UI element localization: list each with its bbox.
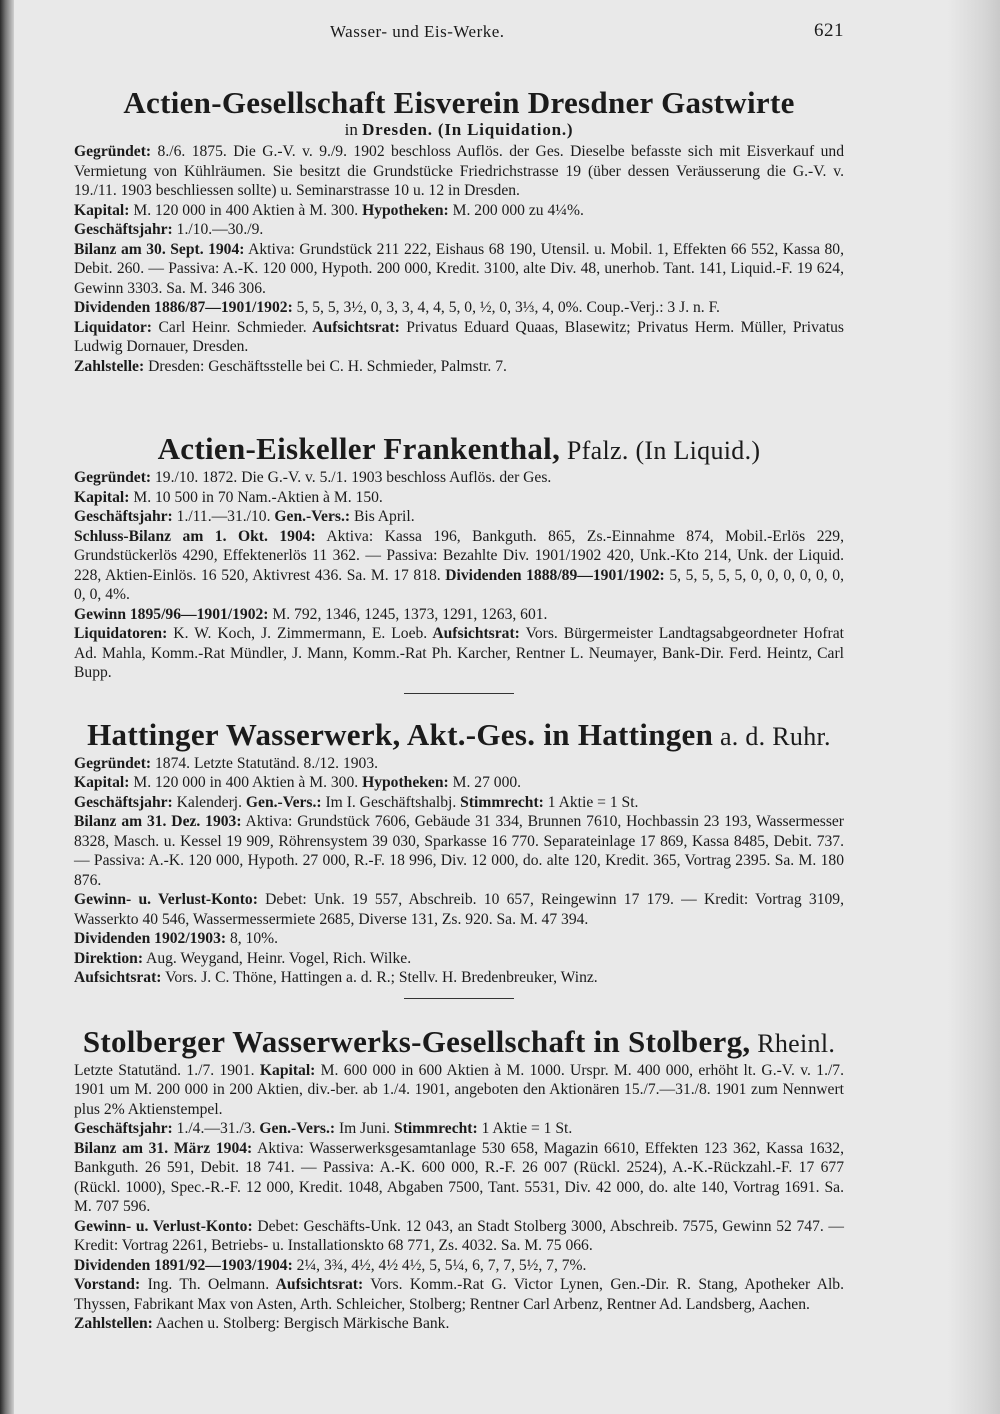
field-label: Zahlstelle: bbox=[74, 357, 145, 375]
entry-paragraph bbox=[74, 220, 844, 240]
company-entry bbox=[74, 1025, 844, 1334]
field-label: Geschäftsjahr: bbox=[74, 221, 173, 238]
field-label: Geschäftsjahr: bbox=[74, 793, 173, 811]
field-label: Vorstand: bbox=[74, 1276, 141, 1293]
field-label: Gewinn- u. Verlust-Konto: bbox=[74, 891, 258, 908]
field-label: Dividenden 1902/1903: bbox=[74, 930, 227, 947]
field-label: Aufsichtsrat: bbox=[427, 625, 520, 642]
field-text: 5, 5, 5, 3½, 0, 3, 3, 4, 4, 5, 0, ½, 0, 3⅓, 4, 0%. Coup.-Verj.: 3 J. n. F. bbox=[292, 299, 720, 316]
field-label: Aufsichtsrat: bbox=[306, 318, 400, 336]
field-text: Debet: Unk. 19 557, Abschreib. 10 657, Reingewinn 17 179. — Kredit: Vortrag 3109, Wasserkto 40 546, Wassermessermiete 2685, Diverse 131, Zs. 920. Sa. M. 47 394. bbox=[74, 891, 844, 928]
field-label: Gen.-Vers.: bbox=[270, 508, 351, 525]
company-title-location: a. d. Ruhr. bbox=[713, 721, 831, 751]
company-title-text: Stolberger Wasserwerks-Gesellschaft in Stolberg, bbox=[82, 1023, 751, 1059]
entry-paragraph bbox=[74, 968, 844, 988]
field-text: 2¼, 3¾, 4½, 4½ 4½, 5, 5¼, 6, 7, 7, 5½, 7, 7%. bbox=[292, 1256, 587, 1274]
field-label: Liquidator: bbox=[74, 318, 152, 336]
field-text: Carl Heinr. Schmieder. bbox=[151, 318, 307, 336]
field-label: Schluss-Bilanz am 1. Okt. 1904: bbox=[74, 527, 316, 545]
field-label: Hypotheken: bbox=[358, 774, 449, 791]
subtitle-prefix: in bbox=[344, 120, 358, 139]
company-title-location: Rheinl. bbox=[750, 1028, 836, 1058]
field-text: 1874. Letzte Statutänd. 8./12. 1903. bbox=[151, 754, 379, 772]
field-text: M. 10 500 in 70 Nam.-Aktien à M. 150. bbox=[129, 488, 383, 506]
company-title-location: Pfalz. (In Liquid.) bbox=[560, 436, 761, 465]
entry-paragraph bbox=[74, 1119, 844, 1139]
field-text: Im I. Geschäftshalbj. bbox=[321, 793, 457, 811]
field-text: 1./10.—30./9. bbox=[172, 221, 264, 238]
company-title bbox=[74, 718, 844, 754]
field-label: Gewinn- u. Verlust-Konto: bbox=[74, 1217, 253, 1235]
running-head-title: Wasser- und Eis-Werke. bbox=[330, 22, 505, 41]
field-label: Kapital: bbox=[254, 1061, 316, 1079]
entry-paragraph bbox=[74, 468, 844, 488]
field-text: M. 792, 1346, 1245, 1373, 1291, 1263, 601. bbox=[268, 605, 548, 623]
field-label: Gen.-Vers.: bbox=[255, 1120, 336, 1137]
field-text: 8, 10%. bbox=[226, 930, 279, 947]
field-text: M. 200 000 zu 4¼%. bbox=[448, 201, 584, 219]
field-label: Gegründet: bbox=[74, 754, 152, 772]
field-text: Aktiva: Kassa 196, Bankguth. 865, Zs.-Einnahme 874, Mobil.-Erlös 229, Grundstückerlös 4290, Effektenerlös 11 362. — Passiva: Bezahlte Div. 1901/1902 420, Unk.-Kto 214, Unk. der Liquid. 228, Aktien-Einlös. 16 520, Aktivrest 436. Sa. M. 17 818. bbox=[74, 527, 844, 584]
entry-paragraphs bbox=[74, 1061, 844, 1334]
field-label: Bilanz am 30. Sept. 1904: bbox=[74, 240, 245, 258]
entry-paragraph bbox=[74, 201, 844, 221]
entry-paragraph bbox=[74, 1139, 844, 1217]
company-title-text: Hattinger Wasserwerk, Akt.-Ges. in Hattingen bbox=[87, 716, 714, 752]
entry-paragraph bbox=[74, 318, 844, 357]
entry-paragraph bbox=[74, 1314, 844, 1334]
field-text: M. 120 000 in 400 Aktien à M. 300. bbox=[129, 774, 359, 791]
field-text: K. W. Koch, J. Zimmermann, E. Loeb. bbox=[167, 625, 428, 642]
company-title-text: Actien-Gesellschaft Eisverein Dresdner Gastwirte bbox=[123, 85, 795, 120]
page-number: 621 bbox=[814, 20, 844, 41]
field-text: 1 Aktie = 1 St. bbox=[477, 1120, 573, 1137]
entry-paragraph bbox=[74, 605, 844, 625]
field-label: Dividenden 1886/87—1901/1902: bbox=[74, 299, 293, 316]
field-label: Zahlstellen: bbox=[74, 1315, 153, 1332]
running-head bbox=[74, 20, 844, 46]
field-label: Dividenden 1888/89—1901/1902: bbox=[440, 566, 665, 584]
entry-paragraph bbox=[74, 142, 844, 201]
section-divider bbox=[404, 693, 514, 694]
entry-paragraph bbox=[74, 1061, 844, 1120]
field-text: Vors. Bürgermeister Landtagsabgeordneter Hofrat Ad. Mahla, Komm.-Rat Mündler, J. Mann, Komm.-Rat Ph. Karcher, Rentner L. Neumayer, Bank-Dir. Ferd. Heintz, Carl Bupp. bbox=[74, 625, 844, 681]
field-label: Stimmrecht: bbox=[456, 793, 544, 811]
field-text: Dresden: Geschäftsstelle bei C. H. Schmieder, Palmstr. 7. bbox=[144, 357, 507, 375]
section-divider bbox=[404, 998, 514, 999]
entry-paragraph bbox=[74, 773, 844, 793]
field-text: 5, 5, 5, 5, 5, 0, 0, 0, 0, 0, 0, 0, 0, 4%. bbox=[74, 566, 844, 603]
field-text: Aug. Weygand, Heinr. Vogel, Rich. Wilke. bbox=[143, 949, 412, 967]
field-text: Privatus Eduard Quaas, Blasewitz; Privatus Herm. Müller, Privatus Ludwig Dornauer, Dresden. bbox=[74, 318, 844, 355]
field-text: Letzte Statutänd. 1./7. 1901. bbox=[74, 1061, 255, 1079]
entry-paragraphs bbox=[74, 468, 844, 683]
field-label: Direktion: bbox=[74, 949, 144, 967]
entry-paragraph bbox=[74, 949, 844, 969]
company-title bbox=[74, 1025, 844, 1061]
entry-paragraph bbox=[74, 507, 844, 527]
field-text: M. 120 000 in 400 Aktien à M. 300. bbox=[129, 201, 359, 219]
entry-paragraph bbox=[74, 1275, 844, 1314]
field-label: Hypotheken: bbox=[358, 201, 449, 219]
field-text: 19./10. 1872. Die G.-V. v. 5./1. 1903 beschloss Auflös. der Ges. bbox=[151, 469, 552, 486]
field-text: M. 27 000. bbox=[448, 774, 522, 791]
field-text: M. 600 000 in 600 Aktien à M. 1000. Urspr. M. 400 000, erhöht lt. G.-V. v. 1./7. 1901 um M. 200 000 in 200 Aktien, div.-ber. ab 1./4. 1901, angeboten den Aktionären 15./7.—31./8. 1901 zum Nennwert plus 2% Aktienstempel. bbox=[74, 1061, 844, 1118]
company-title-text: Actien-Eiskeller Frankenthal, bbox=[157, 431, 561, 466]
field-label: Gewinn 1895/96—1901/1902: bbox=[74, 605, 269, 623]
field-text: 8./6. 1875. Die G.-V. v. 9./9. 1902 beschloss Auflös. der Ges. Dieselbe befasste sich mit Eisverkauf und Vermietung von Kühlräumen. Sie besitzt die Grundstücke Friedrichstrasse 19 (über dessen Veräusserung die G.-V. v. 19./11. 1903 beschliessen sollte) u. Seminarstrasse 10 u. 12 in Dresden. bbox=[74, 143, 844, 199]
field-label: Gegründet: bbox=[74, 469, 152, 486]
entry-paragraph bbox=[74, 357, 844, 377]
field-text: 1./4.—31./3. bbox=[172, 1120, 256, 1137]
field-text: Im Juni. bbox=[335, 1120, 391, 1137]
page-content bbox=[74, 20, 844, 1334]
entry-paragraphs bbox=[74, 754, 844, 988]
field-text: Aktiva: Grundstück 7606, Gebäude 31 334, Brunnen 7610, Hochbassin 23 193, Wassermesser 8328, Masch. u. Kessel 19 909, Röhrensystem 39 030, Sparkasse 16 770. Separateinlage 17 869, Kassa 8485, Debit. 737. — Passiva: A.-K. 120 000, Hypoth. 27 000, R.-F. 18 996, Div. 12 000, do. alte 120, Kredit. 365, Vortrag 2395. Sa. M. 180 876. bbox=[74, 813, 845, 889]
entry-paragraph bbox=[74, 527, 844, 605]
entry-paragraphs bbox=[74, 142, 844, 376]
subtitle-bold: Dresden. (In Liquidation.) bbox=[362, 120, 574, 139]
field-text: Aktiva: Wasserwerksgesamtanlage 530 658, Magazin 6610, Effekten 123 362, Kassa 1632, Bankguth. 26 591, Debit. 18 741. — Passiva: A.-K. 600 000, R.-F. 26 007 (Rückl. 2524), A.-K.-Rückzahl.-F. 17 677 (Rückl. 1000), Spec.-R.-F. 12 000, Kredit. 1048, Abgaben 7500, Tant. 5531, Div. 42 000, do. alte 140, Vortrag 1691. Sa. M. 707 596. bbox=[74, 1139, 845, 1215]
field-text: Bis April. bbox=[350, 508, 415, 525]
field-text: 1./11.—31./10. bbox=[172, 508, 271, 525]
field-label: Kapital: bbox=[74, 488, 130, 506]
entry-paragraph bbox=[74, 1256, 844, 1276]
scan-left-edge bbox=[0, 0, 14, 1414]
entry-paragraph bbox=[74, 754, 844, 774]
field-text: Vors. J. C. Thöne, Hattingen a. d. R.; Stellv. H. Bredenbreuker, Winz. bbox=[161, 969, 598, 986]
field-label: Kapital: bbox=[74, 201, 130, 219]
company-title bbox=[74, 86, 844, 120]
company-title bbox=[74, 432, 844, 468]
field-text: Aachen u. Stolberg: Bergisch Märkische Bank. bbox=[152, 1315, 450, 1332]
entry-paragraph bbox=[74, 929, 844, 949]
field-label: Gen.-Vers.: bbox=[242, 793, 322, 811]
entry-paragraph bbox=[74, 298, 844, 318]
field-label: Stimmrecht: bbox=[390, 1120, 478, 1137]
company-entry bbox=[74, 86, 844, 376]
entry-paragraph bbox=[74, 488, 844, 508]
field-label: Geschäftsjahr: bbox=[74, 1120, 173, 1137]
field-label: Gegründet: bbox=[74, 143, 152, 160]
field-label: Aufsichtsrat: bbox=[269, 1276, 364, 1293]
entry-paragraph bbox=[74, 890, 844, 929]
field-text: Debet: Geschäfts-Unk. 12 043, an Stadt Stolberg 3000, Abschreib. 7575, Gewinn 52 747. — Kredit: Vortrag 2261, Betriebs- u. Installationskto 68 771, Zs. 4032. Sa. M. 75 066. bbox=[74, 1217, 844, 1254]
company-entry bbox=[74, 718, 844, 988]
scan-right-edge bbox=[948, 0, 1000, 1414]
entry-paragraph bbox=[74, 624, 844, 683]
entry-paragraph bbox=[74, 793, 844, 813]
field-text: 1 Aktie = 1 St. bbox=[543, 793, 639, 811]
field-label: Liquidatoren: bbox=[74, 625, 168, 642]
entry-paragraph bbox=[74, 1217, 844, 1256]
field-label: Bilanz am 31. Dez. 1903: bbox=[74, 813, 242, 830]
field-text: Vors. Komm.-Rat G. Victor Lynen, Gen.-Dir. R. Stang, Apotheker Alb. Thyssen, Fabrikant Max von Asten, Arth. Schleicher, Stolberg; Rentner Carl Arbenz, Rentner Ad. Landsberg, Aachen. bbox=[74, 1276, 844, 1313]
field-label: Bilanz am 31. März 1904: bbox=[74, 1139, 253, 1157]
field-text: Ing. Th. Oelmann. bbox=[140, 1276, 270, 1293]
field-label: Aufsichtsrat: bbox=[74, 969, 162, 986]
entry-paragraph bbox=[74, 812, 844, 890]
field-label: Dividenden 1891/92—1903/1904: bbox=[74, 1256, 293, 1274]
field-text: Aktiva: Grundstück 211 222, Eishaus 68 190, Utensil. u. Mobil. 1, Effekten 66 552, Kassa 80, Debit. 260. — Passiva: A.-K. 120 000, Hypoth. 200 000, Kredit. 3100, alte Div. 48, unerhob. Tant. 141, Liquid.-F. 19 624, Gewinn 3303. Sa. M. 346 306. bbox=[74, 240, 844, 297]
field-label: Kapital: bbox=[74, 774, 130, 791]
entry-paragraph bbox=[74, 240, 844, 299]
field-text: Kalenderj. bbox=[172, 793, 243, 811]
company-subtitle bbox=[74, 120, 844, 140]
field-label: Geschäftsjahr: bbox=[74, 508, 173, 525]
company-entry bbox=[74, 432, 844, 683]
